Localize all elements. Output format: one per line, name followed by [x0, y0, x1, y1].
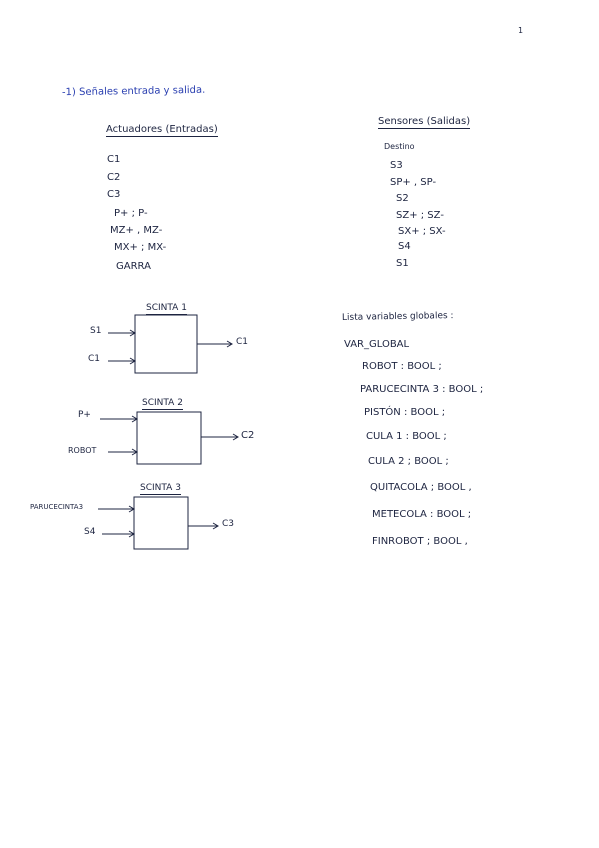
list-item: P+ ; P-: [114, 208, 148, 219]
list-item: MZ+ , MZ-: [110, 225, 163, 236]
list-item: S4: [398, 241, 411, 252]
actuadores-title: Actuadores (Entradas): [106, 124, 218, 135]
list-item: QUITACOLA ; BOOL ,: [370, 482, 472, 493]
segment-3-block: [134, 497, 188, 549]
segment-2-output: C2: [241, 430, 255, 441]
list-item: S3: [390, 160, 403, 171]
segment-2-input-2: ROBOT: [68, 446, 97, 455]
segment-1-title: SCINTA 1: [146, 303, 187, 313]
segment-1-input-2: C1: [88, 354, 101, 364]
list-item: METECOLA : BOOL ;: [372, 509, 472, 520]
list-item: CULA 2 ; BOOL ;: [368, 456, 449, 467]
list-item: C3: [107, 189, 121, 200]
segment-3-title: SCINTA 3: [140, 483, 181, 493]
segment-3-input-1: PARUCECINTA3: [30, 503, 84, 511]
sensores-title: Sensores (Salidas): [378, 116, 471, 127]
segment-1-output: C1: [236, 337, 249, 347]
list-item: CULA 1 : BOOL ;: [366, 431, 447, 442]
segment-2-title: SCINTA 2: [142, 398, 183, 408]
list-item: C1: [107, 154, 121, 165]
variables-title: Lista variables globales :: [341, 311, 454, 323]
list-item: GARRA: [116, 261, 151, 272]
list-item: SP+ , SP-: [390, 177, 437, 188]
variables-header: VAR_GLOBAL: [344, 339, 410, 350]
segment-1-block: [135, 315, 197, 373]
segment-3-output: C3: [222, 519, 235, 529]
list-item: SX+ ; SX-: [398, 226, 446, 237]
list-item: C2: [107, 172, 121, 183]
segment-2-block: [137, 412, 201, 464]
list-item: FINROBOT ; BOOL ,: [372, 536, 468, 547]
list-item: SZ+ ; SZ-: [396, 210, 444, 221]
list-item: MX+ ; MX-: [114, 242, 167, 253]
section-heading: -1) Señales entrada y salida.: [61, 84, 206, 99]
list-item: S1: [396, 258, 409, 269]
segment-3-input-2: S4: [84, 527, 96, 537]
list-item: Destino: [384, 142, 415, 151]
list-item: PISTÓN : BOOL ;: [364, 407, 446, 418]
segment-2-input-1: P+: [78, 410, 91, 420]
segment-1-input-1: S1: [90, 326, 102, 336]
list-item: ROBOT : BOOL ;: [362, 361, 442, 372]
page-mark: 1: [518, 26, 524, 35]
list-item: PARUCECINTA 3 : BOOL ;: [360, 384, 484, 395]
list-item: S2: [396, 193, 409, 204]
